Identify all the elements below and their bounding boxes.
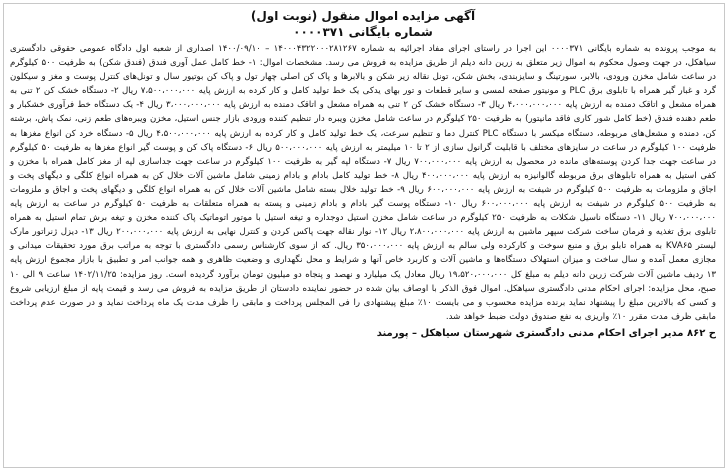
signature-line: ح ۸۶۲ مدیر اجرای احکام مدنی دادگستری شهرستان سیاهکل – پورمند [376,327,716,339]
archive-number: شماره بایگانی ۰۰۰۰۳۷۱ [293,25,433,39]
notice-title: آگهی مزایده اموال منقول (نوبت اول) [250,9,476,23]
page-border [3,3,725,468]
notice-body: به موجب پرونده به شماره بایگانی ۰۰۰۰۳۷۱ این اجرا در راستای اجرای مفاد اجرائیه به شماره ۱۴۰۰۰۴۳۲۲۰۰۰۲۸۱۲۶۷ – ۱۴۰۰/۰۹/۱۰ اصداری از شعبه اول دادگاه عمومی حقوقی دادگستری سیاهکل، در جهت وصول محکوم به اموال زیر متعلق به زرین دانه دیلم از طریق مزایده به فروش می رسد. مشخصات اموال: ۱- خط کامل عمل آوری فندق (فندق شکن) به ظرفیت ۵۰۰ کیلوگرم در ساعت شامل مخزن ورودی، بالابر، سورتینگ و سایزبندی، بخش شکن، تونل نقاله زیر شکن و بالابرها و پاک کن اصلی چهار تول و پاک کن بوتیور سال و تونل‌های کنترل پوست و مغز و سیکلون گرد و غبار گیر همراه با تابلوی برق PLC و مونیتور صفحه لمسی و سایر قطعات و تور بهای یدکی یک خط تولید کامل و کار کرده به ارزش پایه ۷،۵۰۰،۰۰۰،۰۰۰ ریال ۲- دستگاه خشک کن ۲ تنی به همراه مشعل و اتاقک دمنده به ارزش پایه ۴،۰۰۰،۰۰۰،۰۰۰ ریال ۳- دستگاه خشک کن ۲ تنی به همراه مشعل و اتاقک دمنده به ارزش پایه ۳،۰۰۰،۰۰۰،۰۰۰ ریال ۴- یک دستگاه خط فرآوری خشکبار و طعم دهنده فندق (خط کامل شور کاری فاقد مانیتور) به ظرفیت ۲۵۰ کیلوگرم در ساعت شامل مخزن ویبره دار تنظیم کننده ورودی بازار جنس استیل، مخزن ویبره‌های طعم زنی، نمک پاش، برشته کن، دمنده و مشعل‌های مربوطه، دستگاه میکسر با دستگاه PLC کنترل دما و تنظیم سرعت، یک خط تولید کامل و کار کرده به ارزش پایه ۴،۵۰۰،۰۰۰،۰۰۰ ریال ۵- دستگاه خرد کن انواع مغزها به ظرفیت ۱۰۰ کیلوگرم در ساعت در سایزهای مختلف با قابلیت گرانول سازی از ۲ تا ۱۰ میلیمتر به ارزش پایه ۵۰۰،۰۰۰،۰۰۰ ریال ۶- دستگاه پاک کن و پوست گیر انواع مغزها به ظرفیت ۵۰ کیلوگرم در ساعت جهت جدا کردن پوسته‌های مانده در محصول به ارزش پایه ۷۰۰،۰۰۰،۰۰۰ ریال ۷- دستگاه لپه گیر به ظرفیت ۱۰۰ کیلوگرم در ساعت جهت جداسازی لپه از مغز کامل همراه با مخزن و کفی استیل به همراه تابلوهای برق مربوطه گالوانیزه به ارزش پایه ۴۰۰،۰۰۰،۰۰۰ ریال ۸- خط تولید کامل بادام و بادام زمینی شامل ماشین آلات خلال کن به همراه انواع کلگی و دیگهای پخت و اجاق و ملزومات به ظرفیت ۵۰۰ کیلوگرم در شیفت به ارزش پایه ۶۰۰،۰۰۰،۰۰۰ ریال ۹- خط تولید خلال بسته شامل ماشین آلات خلال کن به همراه انواع کلگی و دیگهای پخت و اجاق و ملزومات به ظرفیت ۵۰۰ کیلوگرم در شیفت به ارزش پایه ۶۰۰،۰۰۰،۰۰۰ ریال ۱۰- دستگاه پوست گیر بادام و بادام زمینی و پسته به همراه متعلقات به ظرفیت ۵۰ کیلوگرم در ساعت به ارزش پایه ۷۰۰،۰۰۰،۰۰۰ ریال ۱۱- دستگاه ناسیل شکلات به ظرفیت ۲۵۰ کیلوگرم در ساعت شامل مخزن استیل دوجداره و تیغه استیل با موتور اتوماتیک پاک کننده مخزن و تیغه برش تمام استیل به همراه تابلوی برق تغذیه و فرمان ساخت شرکت سپهر ماشین به ارزش پایه ۲،۸۰۰،۰۰۰،۰۰۰ ریال ۱۲- نوار نقاله جهت پاکس کردن و کنترل نهایی به ارزش پایه ۲۰۰،۰۰۰،۰۰۰ ریال ۱۳- دیزل ژنراتور مارک لیستر KVA۶۵ به همراه تابلو برق و منبع سوخت و کارکرده ولی سالم به ارزش پایه ۳۵۰،۰۰۰،۰۰۰ ریال. که از سوی کارشناس رسمی دادگستری با توجه به مراتب برق مورد تحقیقات میدانی و مجازی معمل آمده و سال ساخت و میزان استهلاک دستگاه‌ها و ماشین آلات و کاربرد خاص آنها و شرایط و محل نگهداری و وضعیت ظاهری و همه جوانب امر و تطبیق با بازار مجموع ارزش پایه ۱۳ ردیف ماشین آلات شرکت زرین دانه دیلم به مبلغ کل ۱۹،۵۲۰،۰۰۰،۰۰۰ ریال معادل یک میلیارد و نهصد و پنجاه دو میلیون تومان برآورد گردیده است. روز مزایده: ۱۴۰۲/۱۱/۲۵ ساعت ۹ الی ۱۰ صبح، محل مزایده: اجرای احکام مدنی دادگستری سیاهکل. اموال فوق الذکر با اوصاف بیان شده در حضور نماینده دادستان از طریق مزایده به فروش می رسد و قیمت پایه از مبلغ ارزیابی شروع و کسی که بالاترین مبلغ را پیشنهاد نماید برنده مزایده محسوب و می بایست ۱۰٪ مبلغ پیشنهادی را فی المجلس پرداخت و مابقی را ظرف مدت یک ماه پرداخت نماید و در صورت عدم پرداخت مابقی ظرف مدت مقرر ۱۰٪ واریزی به نفع صندوق دولت ضبط خواهد شد. [10,44,717,322]
